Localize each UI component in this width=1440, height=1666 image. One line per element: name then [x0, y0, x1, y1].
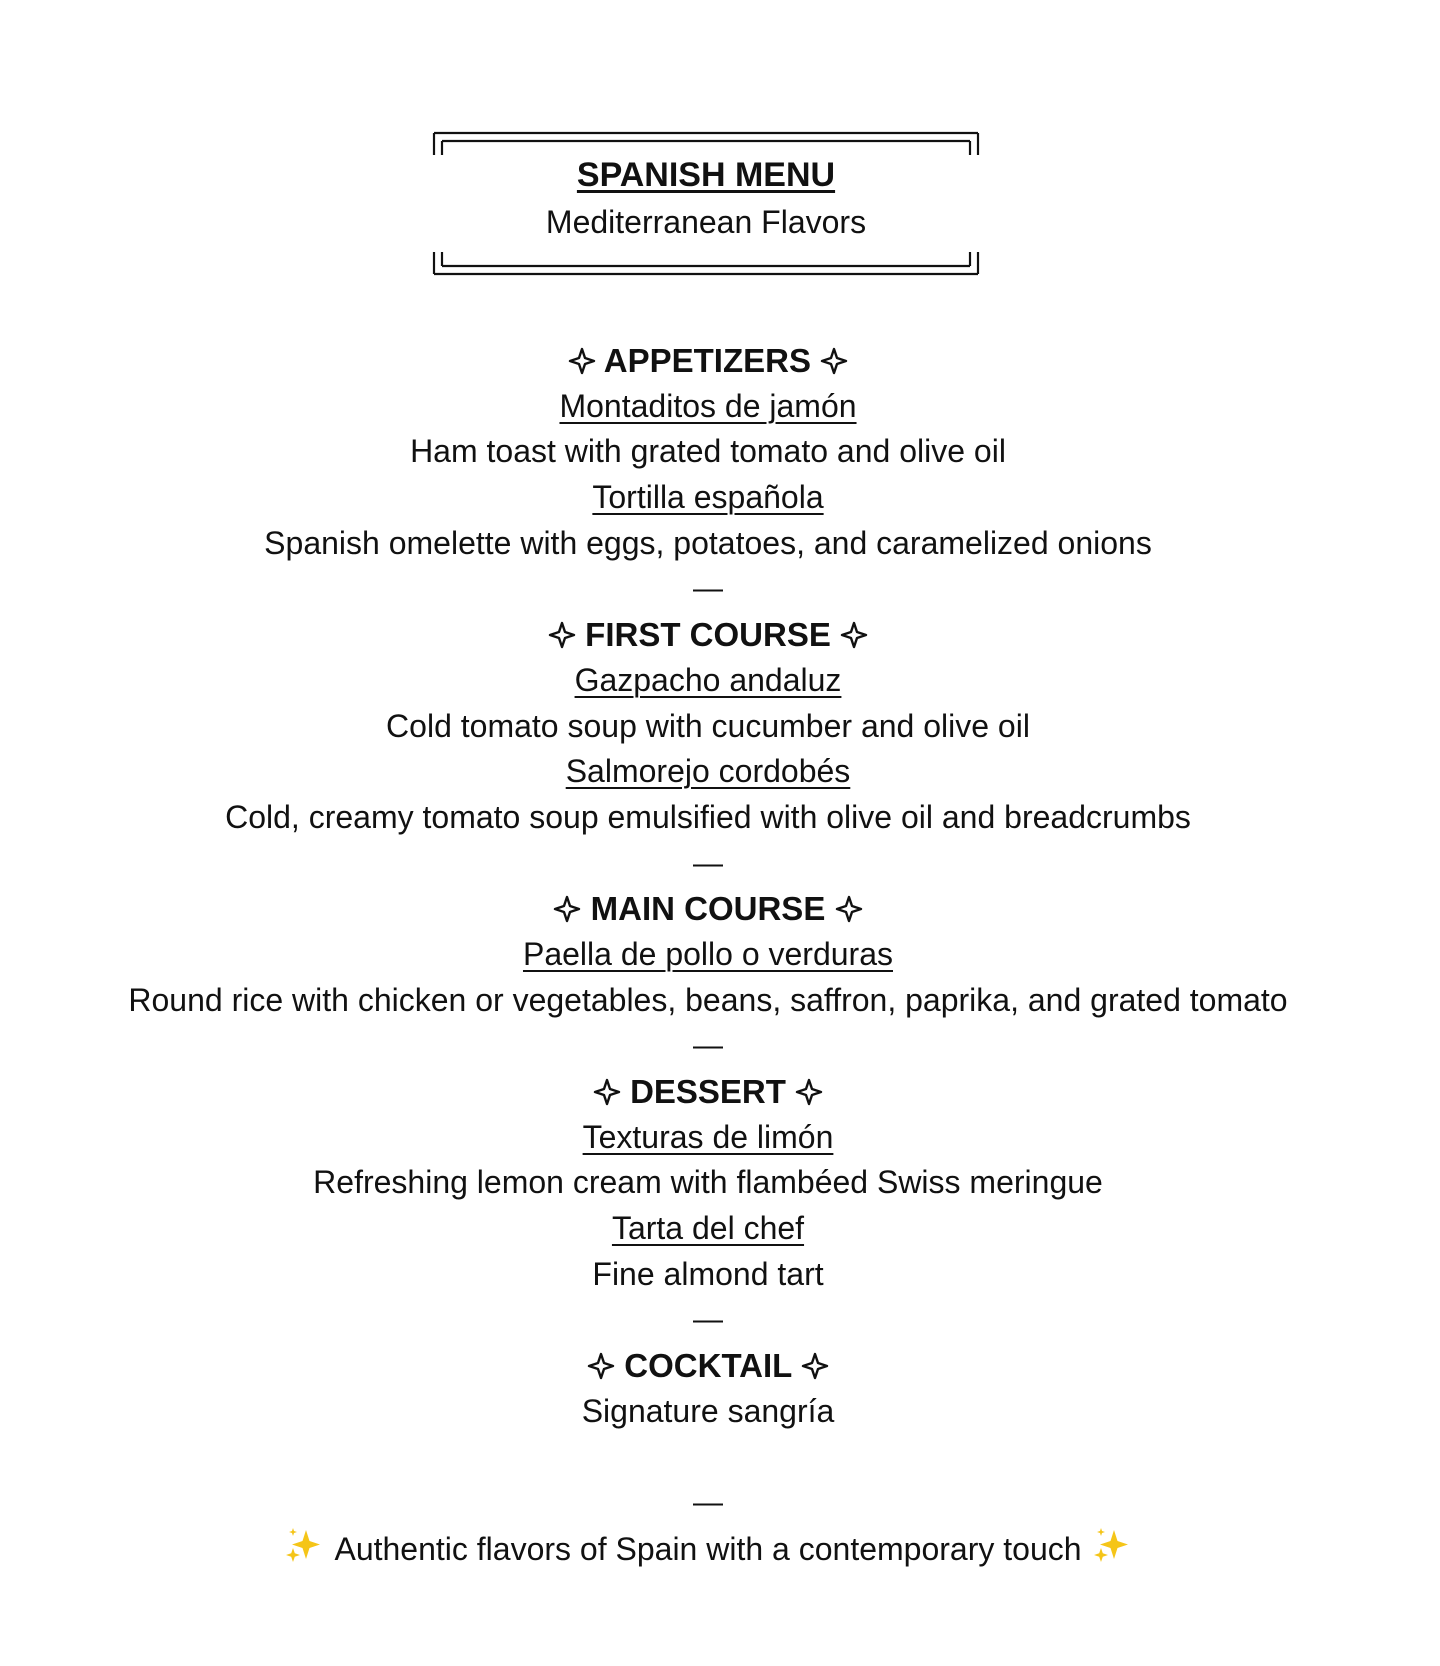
dish-description: Cold, creamy tomato soup emulsified with olive oil and breadcrumbs: [225, 798, 1191, 835]
section-heading-dessert: DESSERT: [0, 1069, 1416, 1115]
dish-description: Fine almond tart: [592, 1255, 824, 1292]
section-divider: —: [693, 1303, 723, 1337]
dish-description: Spanish omelette with eggs, potatoes, and caramelized onions: [264, 524, 1152, 561]
section-heading-first-course: FIRST COURSE: [0, 612, 1416, 658]
sparkles-icon: [1092, 1526, 1132, 1566]
dish-item: [0, 1206, 1416, 1252]
four-pointed-star-icon: [553, 889, 581, 917]
four-pointed-star-icon: [840, 615, 868, 643]
four-pointed-star-icon: [587, 1346, 615, 1374]
dish-item: [0, 932, 1416, 978]
menu-header: [432, 131, 980, 276]
section-divider: —: [693, 572, 723, 606]
dish-item: [0, 658, 1416, 704]
dish-description: Signature sangría: [581, 1392, 835, 1429]
dish-name: Gazpacho andaluz: [574, 661, 842, 698]
menu-title: SPANISH MENU: [576, 156, 836, 194]
four-pointed-star-icon: [835, 889, 863, 917]
section-heading-appetizers: APPETIZERS: [0, 338, 1416, 384]
four-pointed-star-icon: [568, 341, 596, 369]
four-pointed-star-icon: [593, 1072, 621, 1100]
four-pointed-star-icon: [548, 615, 576, 643]
footer-text: Authentic flavors of Spain with a contemporary touch: [334, 1530, 1082, 1567]
sparkles-icon: [284, 1526, 324, 1566]
menu-body: [0, 338, 1416, 1572]
dish-description: Ham toast with grated tomato and olive oil: [410, 433, 1006, 470]
dish-item: [0, 384, 1416, 430]
section-heading-main-course: MAIN COURSE: [0, 886, 1416, 932]
section-divider: —: [693, 846, 723, 880]
dish-description: Round rice with chicken or vegetables, beans, saffron, paprika, and grated tomato: [128, 981, 1288, 1018]
section-heading-cocktail: COCKTAIL: [0, 1343, 1416, 1389]
dish-name: Montaditos de jamón: [559, 387, 857, 424]
dish-name: Tortilla española: [592, 479, 824, 516]
dish-name: Tarta del chef: [611, 1210, 805, 1247]
four-pointed-star-icon: [820, 341, 848, 369]
four-pointed-star-icon: [801, 1346, 829, 1374]
spacer: [0, 1435, 1416, 1481]
four-pointed-star-icon: [795, 1072, 823, 1100]
menu-subtitle: Mediterranean Flavors: [545, 204, 867, 240]
menu-footer: [0, 1526, 1416, 1572]
dish-item: [0, 1115, 1416, 1161]
section-divider: —: [693, 1029, 723, 1063]
dish-name: Salmorejo cordobés: [565, 753, 851, 790]
dish-name: Texturas de limón: [582, 1118, 834, 1155]
dish-name: Paella de pollo o verduras: [522, 935, 893, 972]
dish-description: Refreshing lemon cream with flambéed Swiss meringue: [313, 1164, 1103, 1201]
dish-item: [0, 749, 1416, 795]
dish-item: [0, 475, 1416, 521]
footer-divider: —: [693, 1486, 723, 1520]
dish-description: Cold tomato soup with cucumber and olive oil: [386, 707, 1030, 744]
